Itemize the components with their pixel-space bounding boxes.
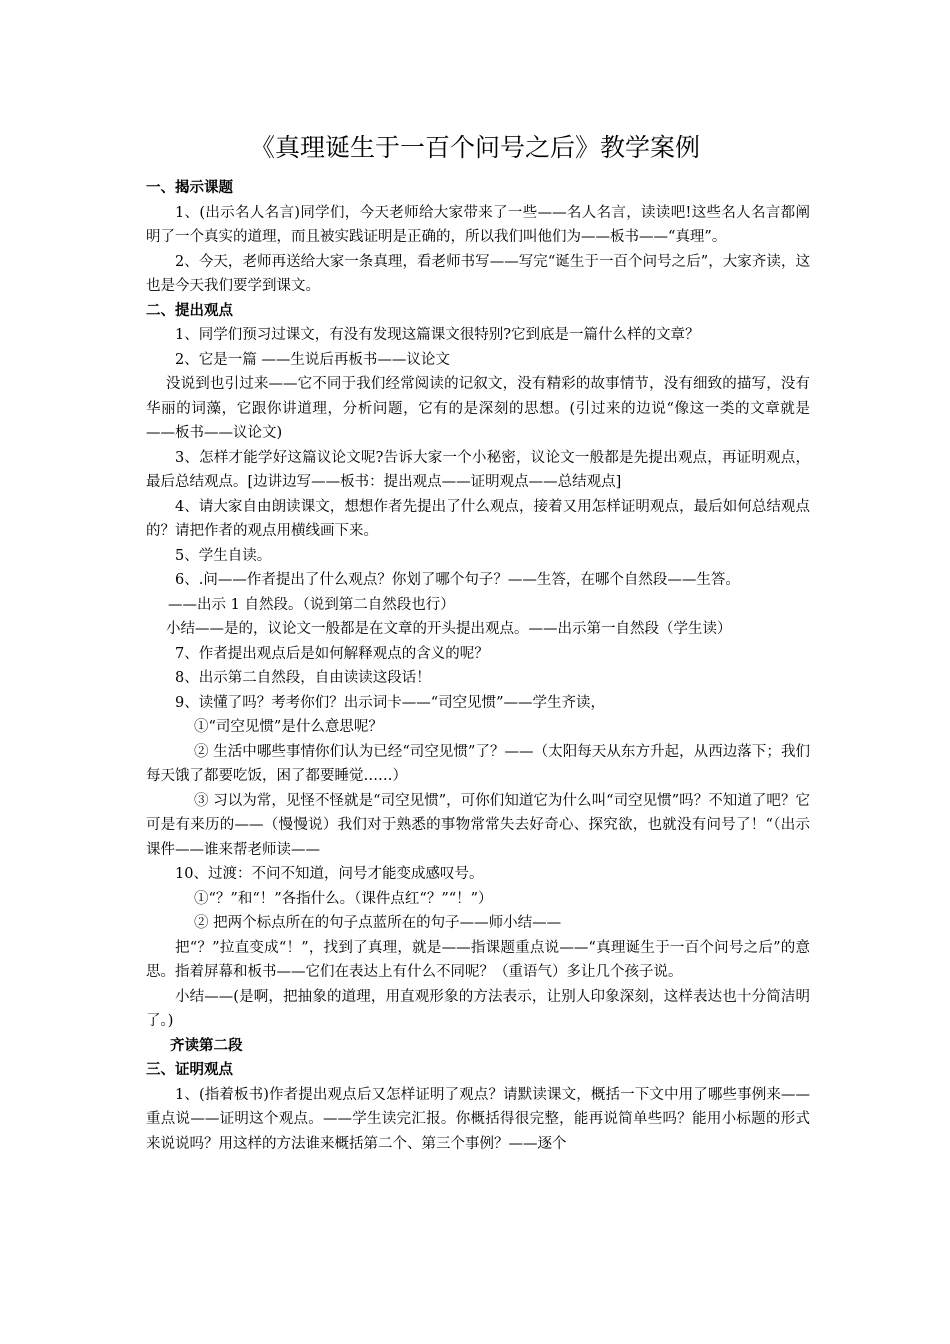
- document-title: 《真理诞生于一百个问号之后》教学案例: [249, 133, 700, 162]
- paragraph: 小结——是的，议论文一般都是在文章的开头提出观点。——出示第一自然段（学生读）: [166, 621, 732, 637]
- paragraph: ——出示 1 自然段。（说到第二自然段也行）: [168, 596, 455, 613]
- paragraph: 把“？”拉直变成“！”，找到了真理，就是——指课题重点说——“真理诞生于一百个问号之后”的意思。指着屏幕和板书——它们在表达上有什么不同呢？（重语气）多让几个孩子说。: [146, 939, 810, 980]
- paragraph: 8、出示第二自然段，自由读读这段话！: [175, 670, 431, 686]
- paragraph: 2、它是一篇 ——生说后再板书——议论文: [175, 351, 450, 368]
- paragraph: 2、今天，老师再送给大家一条真理，看老师书写——写完“诞生于一百个问号之后”，大家齐读，这也是今天我们要学到课文。: [146, 253, 810, 294]
- paragraph: ①“？”和“！”各指什么。（课件点红“？”“！”）: [194, 890, 493, 907]
- paragraph: ② 生活中哪些事情你们认为已经“司空见惯”了？——（太阳每天从东方升起，从西边落下；我们每天饿了都要吃饭，困了都要睡觉……）: [146, 743, 810, 784]
- section-heading: 三、证明观点: [146, 1061, 233, 1078]
- paragraph: 齐读第二段: [170, 1036, 243, 1054]
- section-heading: 一、揭示课题: [146, 179, 233, 196]
- paragraph: 小结——(是啊，把抽象的道理，用直观形象的方法表示，让别人印象深刻，这样表达也十分简洁明了。): [146, 988, 810, 1029]
- paragraph: ①“司空见惯”是什么意思呢？: [194, 719, 383, 735]
- paragraph: ③ 习以为常，见怪不怪就是“司空见惯”，可你们知道它为什么叫“司空见惯”吗？不知道了吧？它可是有来历的——（慢慢说）我们对于熟悉的事物常常失去好奇心、探究欲，也就没有问号了！“（出示课件——谁来帮老师读——: [146, 792, 810, 858]
- paragraph: 7、作者提出观点后是如何解释观点的含义的呢？: [175, 645, 489, 662]
- paragraph: 9、读懂了吗？考考你们？出示词卡——“司空见惯”——学生齐读，: [175, 694, 606, 711]
- paragraph: 10、过渡：不问不知道，问号才能变成感叹号。: [175, 866, 484, 882]
- document-body: [146, 176, 810, 1156]
- paragraph: 4、请大家自由朗读课文，想想作者先提出了什么观点，接着又用怎样证明观点，最后如何总结观点的？请把作者的观点用横线画下来。: [146, 498, 810, 539]
- paragraph: 3、怎样才能学好这篇议论文呢?告诉大家一个小秘密，议论文一般都是先提出观点，再证明观点，最后总结观点。[边讲边写——板书：提出观点——证明观点——总结观点]: [146, 449, 810, 490]
- paragraph: 5、学生自读。: [175, 547, 272, 564]
- paragraph: 1、同学们预习过课文，有没有发现这篇课文很特别?它到底是一篇什么样的文章？: [175, 327, 700, 343]
- paragraph: 1、(出示名人名言)同学们，今天老师给大家带来了一些——名人名言，读读吧!这些名人名言都阐明了一个真实的道理，而且被实践证明是正确的，所以我们叫他们为——板书——“真理”。: [146, 204, 810, 245]
- paragraph: ② 把两个标点所在的句子点蓝所在的句子——师小结——: [194, 915, 562, 931]
- paragraph: 1、(指着板书)作者提出观点后又怎样证明了观点？请默读课文，概括一下文中用了哪些事例来——重点说——证明这个观点。——学生读完汇报。你概括得很完整，能再说简单些吗？能用小标题的形式来说说吗？用这样的方法谁来概括第二个、第三个事例？——逐个: [146, 1086, 810, 1152]
- paragraph: 6、.问——作者提出了什么观点？你划了哪个句子？——生答，在哪个自然段——生答。: [175, 572, 740, 588]
- paragraph: 没说到也引过来——它不同于我们经常阅读的记叙文，没有精彩的故事情节，没有细致的描写，没有华丽的词藻，它跟你讲道理，分析问题，它有的是深刻的思想。(引过来的边说“像这一类的文章就是——板书——议论文): [146, 376, 810, 441]
- section-heading: 二、提出观点: [146, 301, 233, 319]
